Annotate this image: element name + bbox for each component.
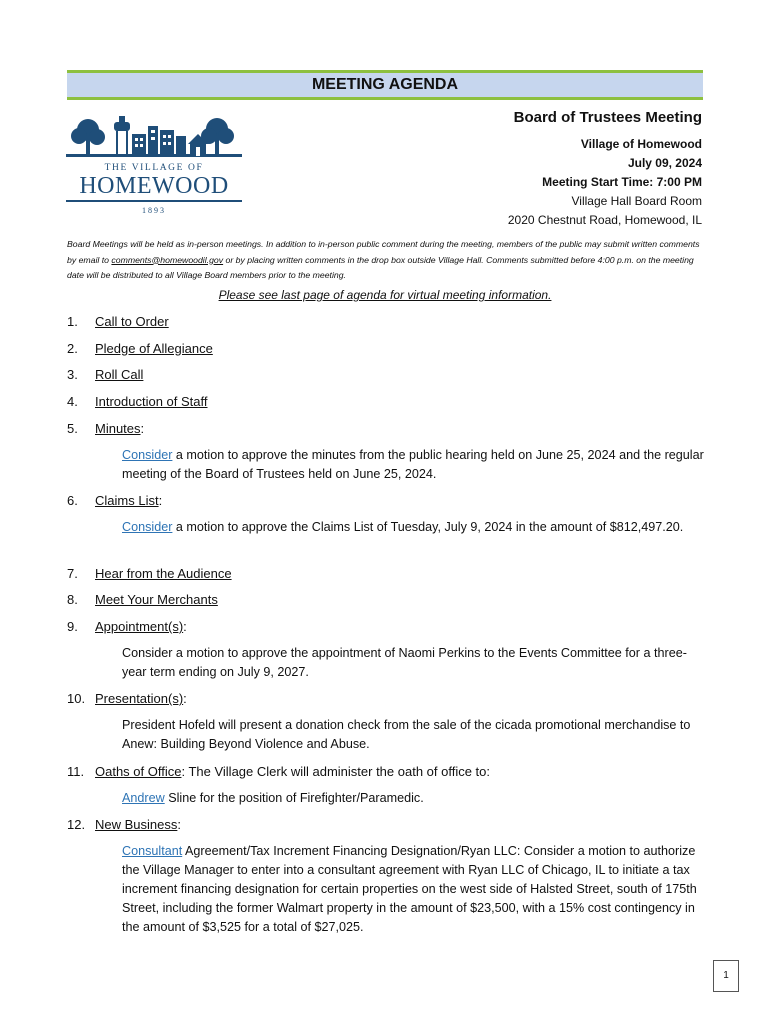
item-minutes[interactable]: Minutes: xyxy=(95,421,145,436)
new-business-consultant-link[interactable]: Consultant xyxy=(122,844,183,858)
item-number: 4. xyxy=(67,394,78,409)
item-number: 3. xyxy=(67,367,78,382)
item-oaths-body: Andrew Sline for the position of Firefighter/Paramedic. xyxy=(122,791,424,805)
logo-village-text: THE VILLAGE OF xyxy=(104,163,204,173)
item-introduction-of-staff[interactable]: Introduction of Staff xyxy=(95,394,208,409)
item-appointments[interactable]: Appointment(s): xyxy=(95,619,187,634)
item-meet-your-merchants[interactable]: Meet Your Merchants xyxy=(95,592,218,607)
item-new-business-body: Consultant Agreement/Tax Increment Financing Designation/Ryan LLC: Consider a motion to authorize the Village Manager to enter into a consultant agreement with Ryan LLC of Chicago, IL to initiate a tax increment financing designation for certain properties on the west side of Halsted Street, south of 175th Street, including the former Walmart property in the amount of $23,500, with a 15% cost contingency in the amount of $3,525 for a total of $27,025. xyxy=(122,844,697,934)
meeting-start-time: Meeting Start Time: 7:00 PM xyxy=(542,175,702,189)
agenda-title-bar: MEETING AGENDA xyxy=(67,70,703,100)
item-number: 1. xyxy=(67,314,78,329)
item-presentations-body: President Hofeld will present a donation check from the sale of the cicada promotional merchandise to Anew: Building Beyond Violence and Abuse. xyxy=(122,718,691,751)
oaths-andrew-link[interactable]: Andrew xyxy=(122,791,165,805)
logo-name-text: HOMEWOOD xyxy=(79,173,229,199)
notice-text-1: Board Meetings will be held as in-person meetings. In addition to in-person public comment during the meeting, members of the public may submit written comments by email to xyxy=(67,239,700,265)
notice-text-2: or by placing written comments in the drop box outside Village Hall. Comments submitted before 4:00 p.m. on the meeting date will be distributed to all Village Board members prior to the meeting. xyxy=(67,254,694,281)
item-number: 6. xyxy=(67,493,78,508)
item-minutes-body: Consider a motion to approve the minutes from the public hearing held on June 25, 2024 and the regular meeting of the Board of Trustees held on June 25, 2024. xyxy=(122,448,704,481)
item-number: 12. xyxy=(67,817,86,832)
meeting-date: July 09, 2024 xyxy=(627,156,702,170)
item-number: 9. xyxy=(67,619,78,634)
item-number: 5. xyxy=(67,421,78,436)
item-number: 7. xyxy=(67,566,78,581)
logo-year-text: 1893 xyxy=(142,206,166,215)
page-number: 1 xyxy=(713,960,739,992)
item-roll-call[interactable]: Roll Call xyxy=(95,367,144,382)
meeting-title: Board of Trustees Meeting xyxy=(513,109,702,126)
claims-consider-link[interactable]: Consider xyxy=(122,520,173,534)
meeting-address: 2020 Chestnut Road, Homewood, IL xyxy=(507,213,702,227)
item-oaths-of-office[interactable]: Oaths of Office: The Village Clerk will administer the oath of office to: xyxy=(95,764,491,779)
item-number: 8. xyxy=(67,592,78,607)
item-new-business[interactable]: New Business: xyxy=(95,817,181,832)
item-call-to-order[interactable]: Call to Order xyxy=(95,314,169,329)
item-claims-body: Consider a motion to approve the Claims List of Tuesday, July 9, 2024 in the amount of $812,497.20. xyxy=(122,520,684,534)
item-number: 2. xyxy=(67,341,78,356)
item-hear-from-audience[interactable]: Hear from the Audience xyxy=(95,566,232,581)
public-comment-notice xyxy=(67,237,707,284)
comments-email-link[interactable]: comments@homewoodil.gov xyxy=(111,254,224,265)
virtual-meeting-note: Please see last page of agenda for virtual meeting information. xyxy=(218,288,552,302)
homewood-logo xyxy=(66,112,242,218)
meeting-info-block xyxy=(508,109,702,230)
item-number: 11. xyxy=(67,764,85,779)
item-presentations[interactable]: Presentation(s): xyxy=(95,691,187,706)
item-claims-list[interactable]: Claims List: xyxy=(95,493,163,508)
item-pledge[interactable]: Pledge of Allegiance xyxy=(95,341,213,356)
item-appointments-body: Consider a motion to approve the appointment of Naomi Perkins to the Events Committee for a three-year term ending on July 9, 2027. xyxy=(122,646,687,679)
meeting-location: Village Hall Board Room xyxy=(571,194,702,208)
meeting-village: Village of Homewood xyxy=(580,137,702,151)
item-number: 10. xyxy=(67,691,86,706)
minutes-consider-link[interactable]: Consider xyxy=(122,448,173,462)
